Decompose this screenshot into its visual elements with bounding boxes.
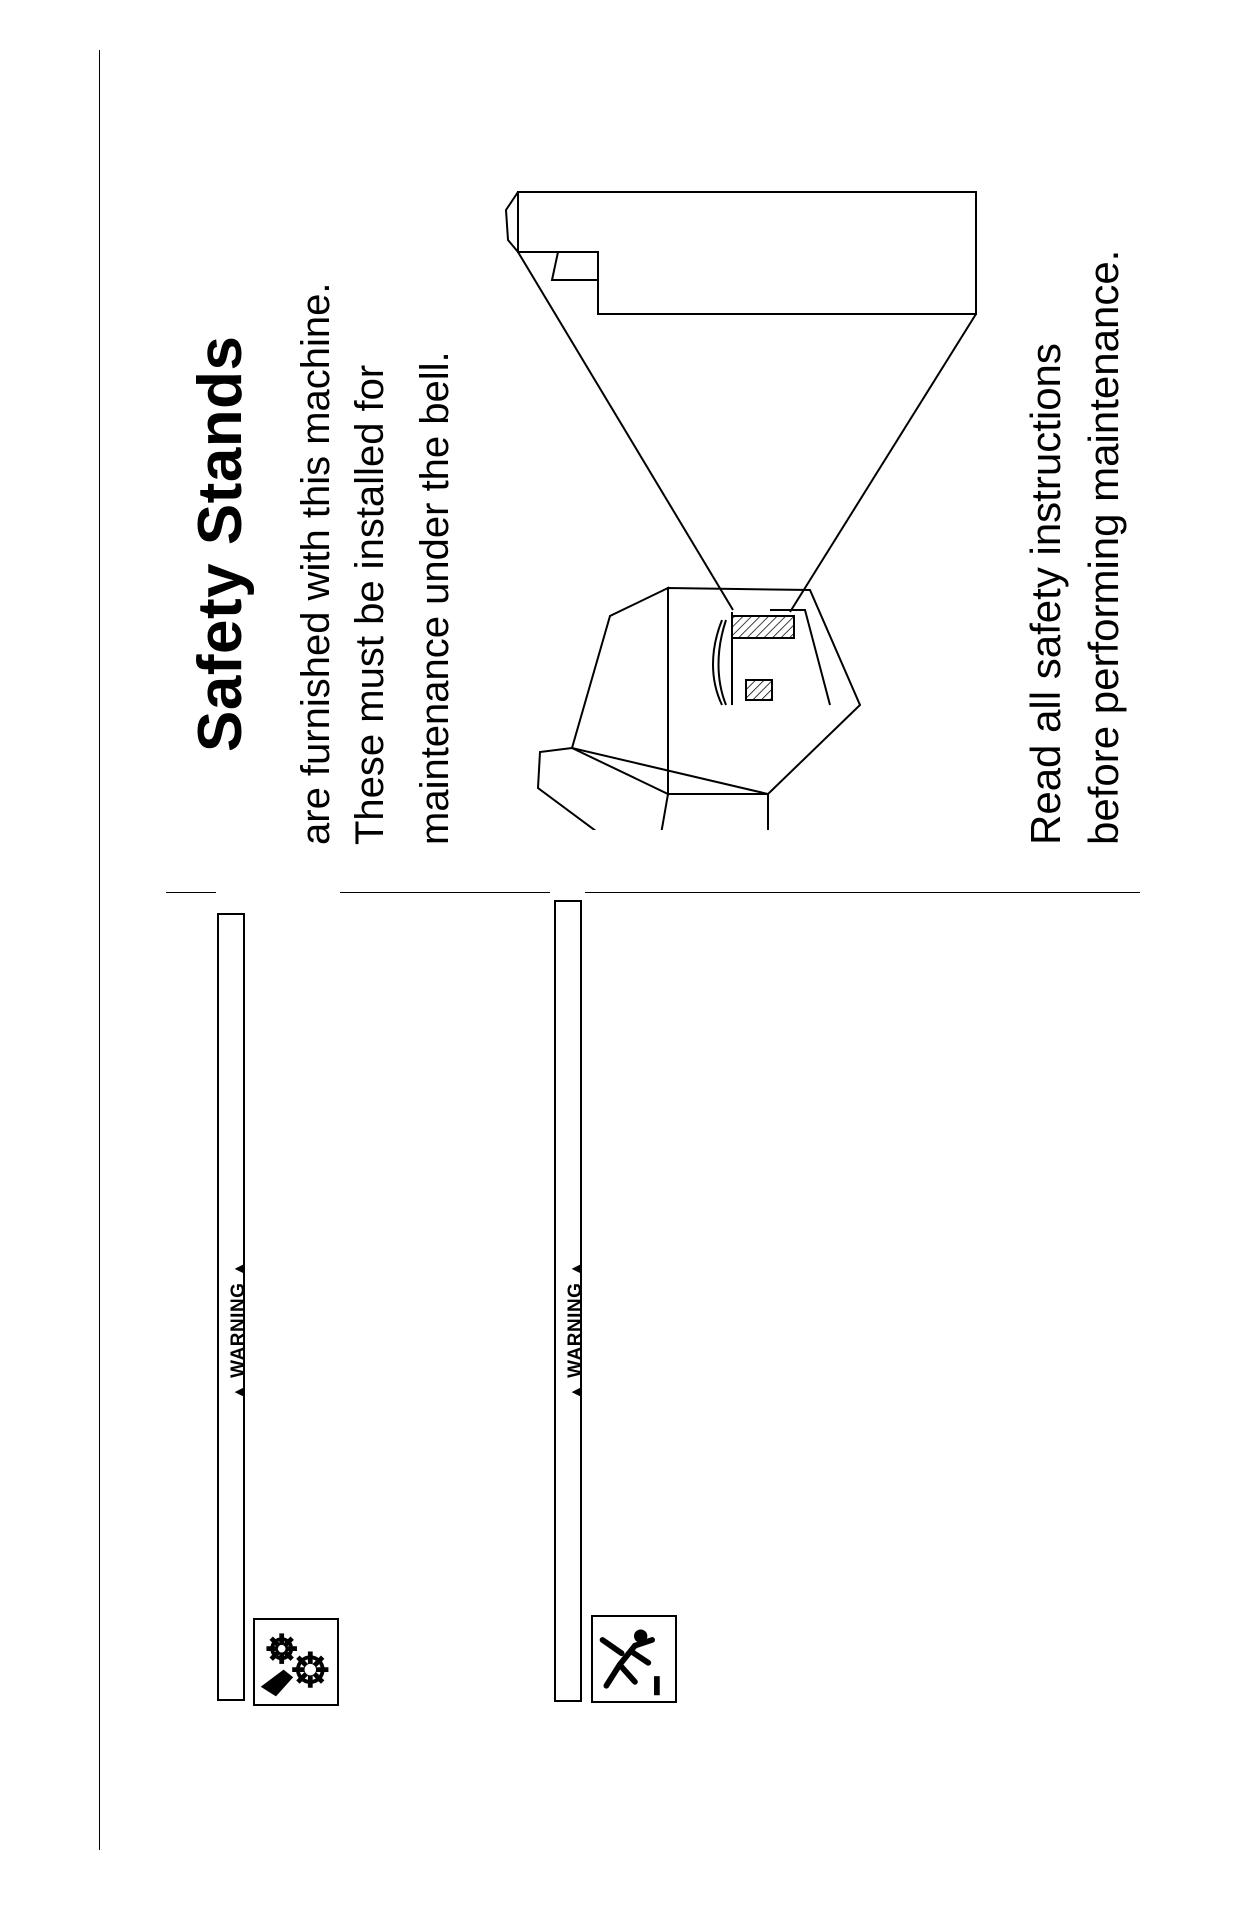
sign-title: Safety Stands	[186, 335, 255, 752]
divider-line-3	[585, 892, 1140, 893]
read-line-1: Read all safety instructions	[1022, 343, 1069, 845]
fall-hazard-icon	[591, 1615, 677, 1703]
machine-illustration	[500, 180, 1000, 830]
projection-line-bottom	[790, 314, 976, 612]
gear-entanglement-icon	[253, 1618, 339, 1706]
body-line-2: These must be installed for	[348, 364, 392, 845]
divider-line-2	[340, 892, 550, 893]
machine-base	[538, 748, 768, 830]
warning-label-2: ▲ WARNING ▲	[565, 1260, 586, 1400]
body-line-1: are furnished with this machine.	[294, 282, 338, 845]
warning-triangle-icon: ▲	[231, 1383, 248, 1400]
read-line-2: before performing maintenance.	[1080, 249, 1127, 845]
warning-triangle-icon: ▲	[568, 1260, 585, 1277]
stand-bottom-hatched	[746, 680, 772, 700]
body-line-3: maintenance under the bell.	[413, 351, 457, 845]
stand-detail-end	[506, 192, 518, 252]
left-margin-line	[99, 50, 100, 1850]
stand-detail-foot	[552, 252, 598, 280]
stand-top-hatched	[732, 616, 794, 638]
warning-triangle-icon: ▲	[568, 1383, 585, 1400]
divider-line-1	[166, 892, 216, 893]
warning-label-1: ▲ WARNING ▲	[228, 1260, 249, 1400]
warning-triangle-icon: ▲	[231, 1260, 248, 1277]
projection-line-top	[518, 252, 733, 610]
machine-side	[572, 588, 668, 794]
